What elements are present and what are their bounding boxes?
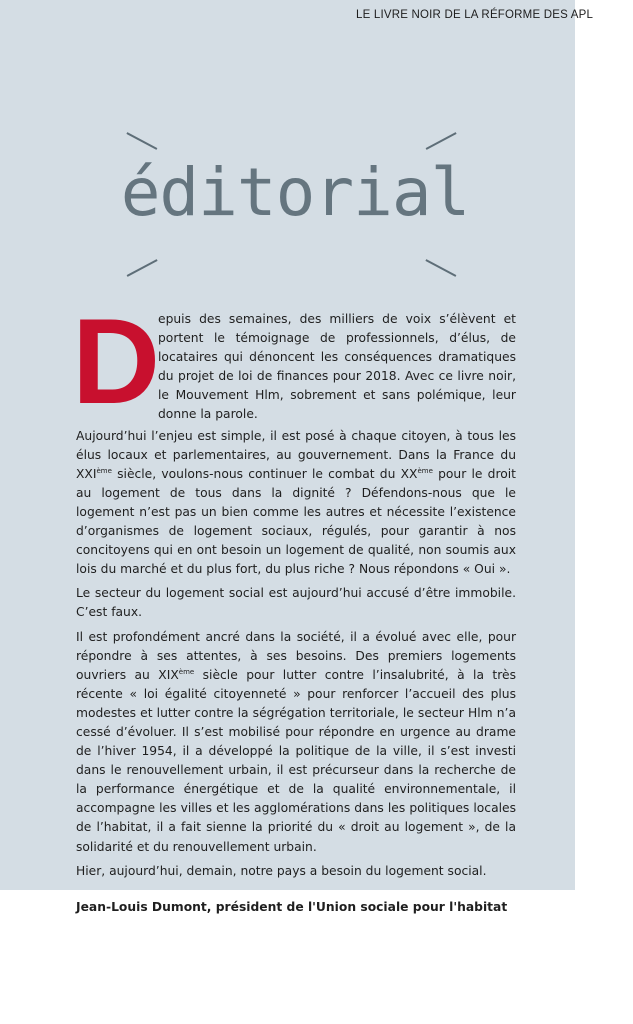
signature: Jean-Louis Dumont, président de l'Union sociale pour l'habitat xyxy=(76,899,508,914)
title-ray-top-left xyxy=(127,132,158,149)
title-ray-bottom-right xyxy=(426,259,457,276)
paragraph-4: Il est profondément ancré dans la société, il a évolué avec elle, pour répondre à ses attentes, à ses besoins. Des premiers logements ouvriers au XIXème siècle pour lutter contre l’insalubrité, à la très récente « loi égalité citoyenneté » pour renforcer l’accueil des plus modestes et lutter contre la ségrégation territoriale, le secteur Hlm n’a cessé d’évoluer. Il s’est mobilisé pour répondre en urgence au drame de l’hiver 1954, il a développé la politique de la ville, il s’est investi dans le renouvellement urbain, il est précurseur dans la recherche de la performance énergétique et de la qualité environnementale, il accompagne les villes et les agglomérations dans les politiques locales de l’habitat, il a fait sienne la priorité du « droit au logement », de la solidarité et du renouvellement urbain. xyxy=(76,629,516,854)
paragraph-5: Hier, aujourd’hui, demain, notre pays a besoin du logement social. xyxy=(76,863,487,878)
running-header: LE LIVRE NOIR DE LA RÉFORME DES APL xyxy=(356,9,594,21)
drop-cap: D xyxy=(72,293,161,429)
page-title: éditorial xyxy=(120,154,470,231)
title-ray-bottom-left xyxy=(127,259,158,276)
title-ray-top-right xyxy=(426,132,457,149)
paragraph-1: epuis des semaines, des milliers de voix s’élèvent et portent le témoignage de professionnels, d’élus, de locataires qui dénoncent les conséquences dramatiques du projet de loi de finances pour 2018. Avec ce livre noir, le Mouvement Hlm, sobrement et sans polémique, leur donne la parole. xyxy=(158,312,516,422)
paragraph-3: Le secteur du logement social est aujourd’hui accusé d’être immobile. C’est faux. xyxy=(76,586,516,620)
paragraph-2: Aujourd’hui l’enjeu est simple, il est posé à chaque citoyen, à tous les élus locaux et parlementaires, au gouvernement. Dans la France du XXIème siècle, voulons-nous continuer le combat du XXème pour le droit au logement de tous dans la dignité ? Défendons-nous que le logement n’est pas un bien comme les autres et nécessite l’existence d’organismes de logement sociaux, régulés, pour garantir à nos concitoyens qui en ont besoin un logement de qualité, non soumis aux lois du marché et du plus fort, du plus riche ? Nous répondons « Oui ». xyxy=(76,428,516,577)
editorial-body xyxy=(76,310,516,922)
